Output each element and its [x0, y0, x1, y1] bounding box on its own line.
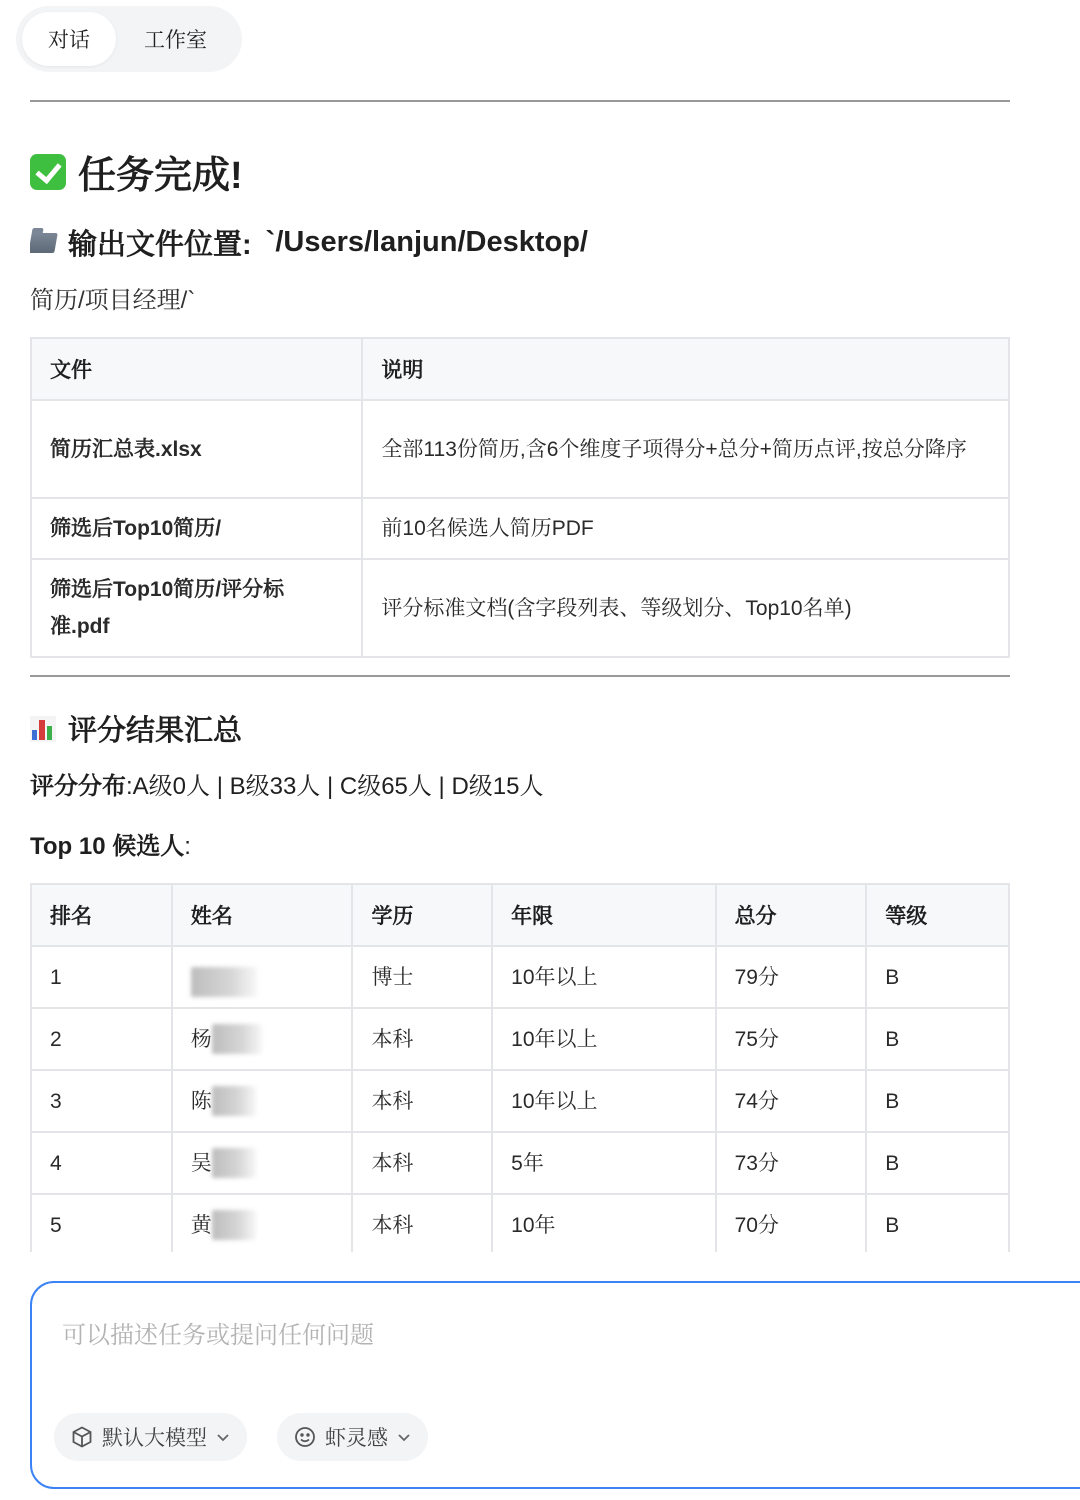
chevron-down-icon — [215, 1429, 231, 1445]
cell-rank: 2 — [31, 1008, 172, 1070]
file-name: 筛选后Top10简历/评分标准.pdf — [31, 559, 362, 657]
top10-suffix: : — [184, 833, 191, 860]
message-input[interactable] — [60, 1313, 964, 1377]
tab-studio[interactable]: 工作室 — [144, 29, 207, 52]
file-name: 简历汇总表.xlsx — [31, 400, 362, 498]
cell-name — [172, 946, 353, 1008]
cube-icon — [70, 1425, 94, 1449]
model-label: 默认大模型 — [102, 1427, 207, 1450]
cell-education: 本科 — [352, 1194, 492, 1252]
output-path-part1: `/Users/lanjun/Desktop/ — [265, 226, 588, 258]
table-row — [31, 559, 1009, 657]
header-years: 年限 — [492, 884, 715, 946]
redacted-name — [212, 1086, 256, 1116]
redacted-name — [212, 1148, 256, 1178]
persona-selector[interactable] — [277, 1413, 428, 1461]
files-header-file: 文件 — [31, 338, 362, 400]
message-composer — [30, 1281, 1080, 1489]
cell-score: 75分 — [716, 1008, 867, 1070]
cell-score: 70分 — [716, 1194, 867, 1252]
divider — [30, 675, 1010, 677]
chevron-down-icon — [396, 1429, 412, 1445]
output-path-part2: 简历/项目经理/` — [30, 287, 196, 314]
header-rank: 排名 — [31, 884, 172, 946]
mode-tabs — [16, 6, 242, 72]
heading-text: 任务完成! — [78, 155, 243, 197]
cell-grade: B — [866, 1070, 1009, 1132]
score-distribution — [30, 766, 544, 801]
file-name: 筛选后Top10简历/ — [31, 498, 362, 559]
persona-label: 虾灵感 — [325, 1427, 388, 1450]
top10-title — [30, 826, 191, 861]
tab-chat[interactable]: 对话 — [22, 12, 116, 66]
model-selector[interactable] — [54, 1413, 247, 1461]
distribution-label: 评分分布 — [30, 773, 126, 800]
cell-education: 本科 — [352, 1132, 492, 1194]
cell-score: 73分 — [716, 1132, 867, 1194]
table-row — [31, 400, 1009, 498]
top10-label: Top 10 候选人 — [30, 833, 185, 860]
distribution-value: :A级0人 | B级33人 | C级65人 | D级15人 — [126, 773, 544, 800]
cell-score: 74分 — [716, 1070, 867, 1132]
header-grade: 等级 — [866, 884, 1009, 946]
cell-rank: 1 — [31, 946, 172, 1008]
cell-years: 10年 — [492, 1194, 715, 1252]
header-score: 总分 — [716, 884, 867, 946]
redacted-name — [212, 1024, 262, 1054]
file-desc: 全部113份简历,含6个维度子项得分+总分+简历点评,按总分降序 — [362, 400, 1009, 498]
files-header-desc: 说明 — [362, 338, 1009, 400]
cell-years: 10年以上 — [492, 946, 715, 1008]
cell-grade: B — [866, 1194, 1009, 1252]
files-table — [30, 337, 1010, 658]
cell-grade: B — [866, 946, 1009, 1008]
message-content — [30, 100, 1010, 1252]
cell-name: 杨 — [172, 1008, 353, 1070]
cell-years: 10年以上 — [492, 1008, 715, 1070]
cell-education: 本科 — [352, 1070, 492, 1132]
cell-education: 博士 — [352, 946, 492, 1008]
table-row — [31, 1008, 1009, 1070]
table-row — [31, 946, 1009, 1008]
cell-score: 79分 — [716, 946, 867, 1008]
task-complete-heading — [30, 144, 243, 199]
file-desc: 评分标准文档(含字段列表、等级划分、Top10名单) — [362, 559, 1009, 657]
folder-icon — [30, 233, 58, 253]
output-location-heading — [30, 222, 588, 263]
output-location-label: 输出文件位置: — [68, 229, 252, 261]
redacted-name — [191, 967, 257, 997]
table-row — [31, 498, 1009, 559]
summary-heading — [30, 708, 242, 749]
redacted-name — [212, 1210, 256, 1240]
summary-title: 评分结果汇总 — [68, 715, 243, 747]
divider — [30, 100, 1010, 102]
cell-name: 吴 — [172, 1132, 353, 1194]
top10-table — [30, 883, 1010, 1252]
cell-rank: 3 — [31, 1070, 172, 1132]
cell-years: 5年 — [492, 1132, 715, 1194]
cell-grade: B — [866, 1008, 1009, 1070]
table-row — [31, 1194, 1009, 1252]
cell-rank: 4 — [31, 1132, 172, 1194]
cell-education: 本科 — [352, 1008, 492, 1070]
cell-years: 10年以上 — [492, 1070, 715, 1132]
cell-grade: B — [866, 1132, 1009, 1194]
header-name: 姓名 — [172, 884, 353, 946]
header-education: 学历 — [352, 884, 492, 946]
file-desc: 前10名候选人简历PDF — [362, 498, 1009, 559]
check-icon — [30, 154, 66, 190]
bar-chart-icon — [30, 716, 56, 742]
table-row — [31, 1132, 1009, 1194]
cell-name: 陈 — [172, 1070, 353, 1132]
cell-name: 黄 — [172, 1194, 353, 1252]
smile-icon — [293, 1425, 317, 1449]
table-row — [31, 1070, 1009, 1132]
cell-rank: 5 — [31, 1194, 172, 1252]
